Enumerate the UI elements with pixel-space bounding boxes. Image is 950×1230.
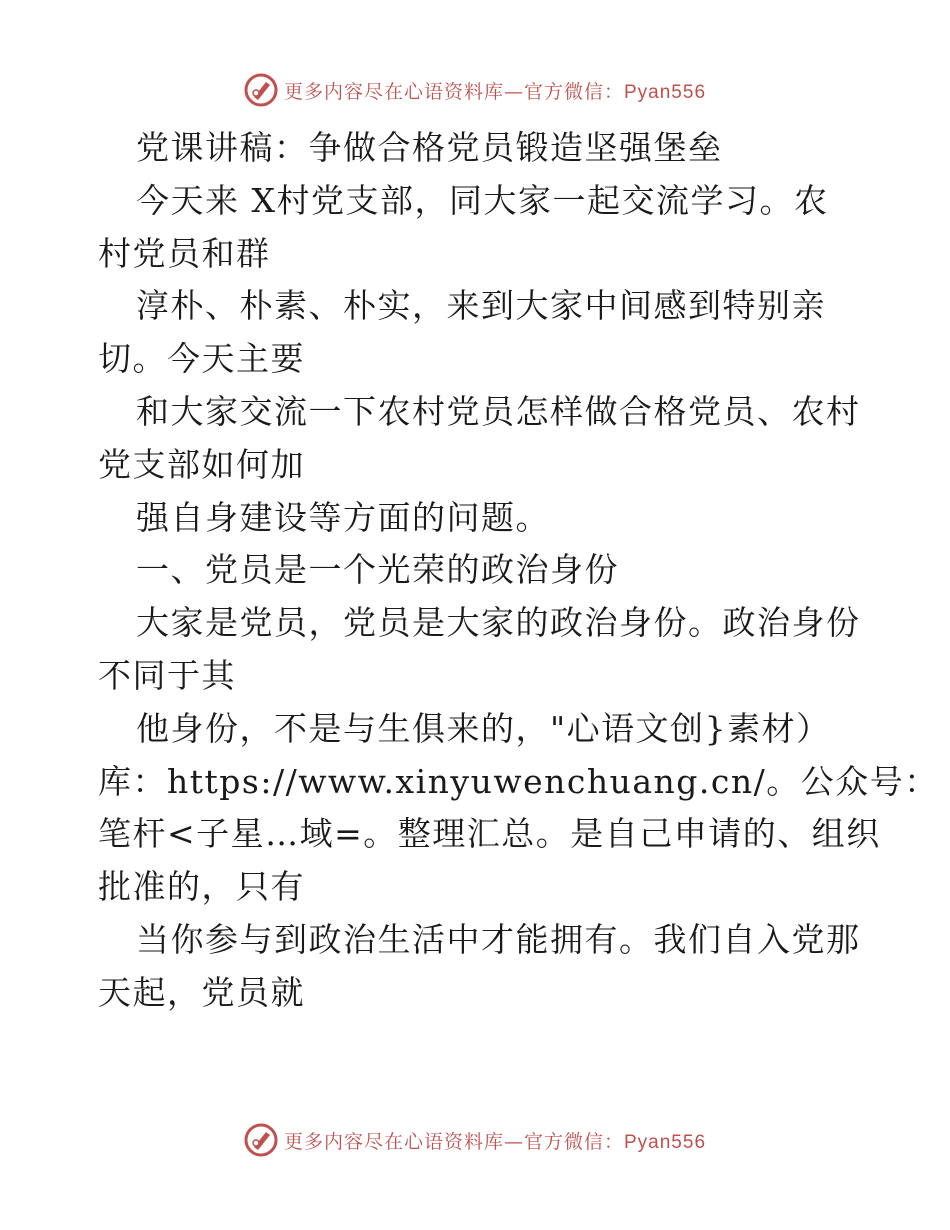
paragraph-line: 他身份，不是与生俱来的，"心语文创}素材）: [136, 708, 831, 748]
watermark-wechat-id: Pyan556: [624, 81, 707, 103]
paragraph-line: 当你参与到政治生活中才能拥有。我们自入党那: [136, 919, 861, 959]
paragraph-line: 笔杆<子星…域=。整理汇总。是自己申请的、组织: [98, 814, 881, 854]
paragraph-line: 今天来 X村党支部，同大家一起交流学习。农: [136, 180, 829, 220]
header-watermark: [0, 70, 950, 110]
paragraph-line: 库：https://www.xinyuwenchuang.cn/。公众号：: [98, 761, 939, 801]
pen-logo-icon: [244, 73, 278, 107]
paragraph-line: 切。今天主要: [98, 339, 305, 379]
paragraph-line: 村党员和群: [98, 233, 271, 273]
paragraph-line: 淳朴、朴素、朴实，来到大家中间感到特别亲: [136, 286, 826, 326]
paragraph-line: 党支部如何加: [98, 444, 305, 484]
paragraph-line: 和大家交流一下农村党员怎样做合格党员、农村: [136, 391, 861, 431]
paragraph-line: 强自身建设等方面的问题。: [136, 497, 550, 537]
watermark-prefix: 更多内容尽在心语资料库—官方微信：: [283, 1130, 624, 1153]
paragraph-line: 不同于其: [98, 655, 236, 695]
footer-watermark: [0, 1120, 950, 1160]
watermark-wechat-id: Pyan556: [624, 1131, 707, 1153]
document-title: 党课讲稿：争做合格党员锻造坚强堡垒: [136, 128, 723, 167]
section-heading: 一、党员是一个光荣的政治身份: [136, 550, 619, 590]
pen-logo-icon: [244, 1123, 278, 1157]
document-body: [98, 122, 939, 1020]
paragraph-line: 批准的，只有: [98, 867, 305, 907]
paragraph-line: 天起，党员就: [98, 972, 305, 1012]
watermark-text: [284, 77, 706, 104]
watermark-text: [284, 1127, 706, 1154]
paragraph-line: 大家是党员，党员是大家的政治身份。政治身份: [136, 603, 861, 643]
watermark-prefix: 更多内容尽在心语资料库—官方微信：: [283, 80, 624, 103]
